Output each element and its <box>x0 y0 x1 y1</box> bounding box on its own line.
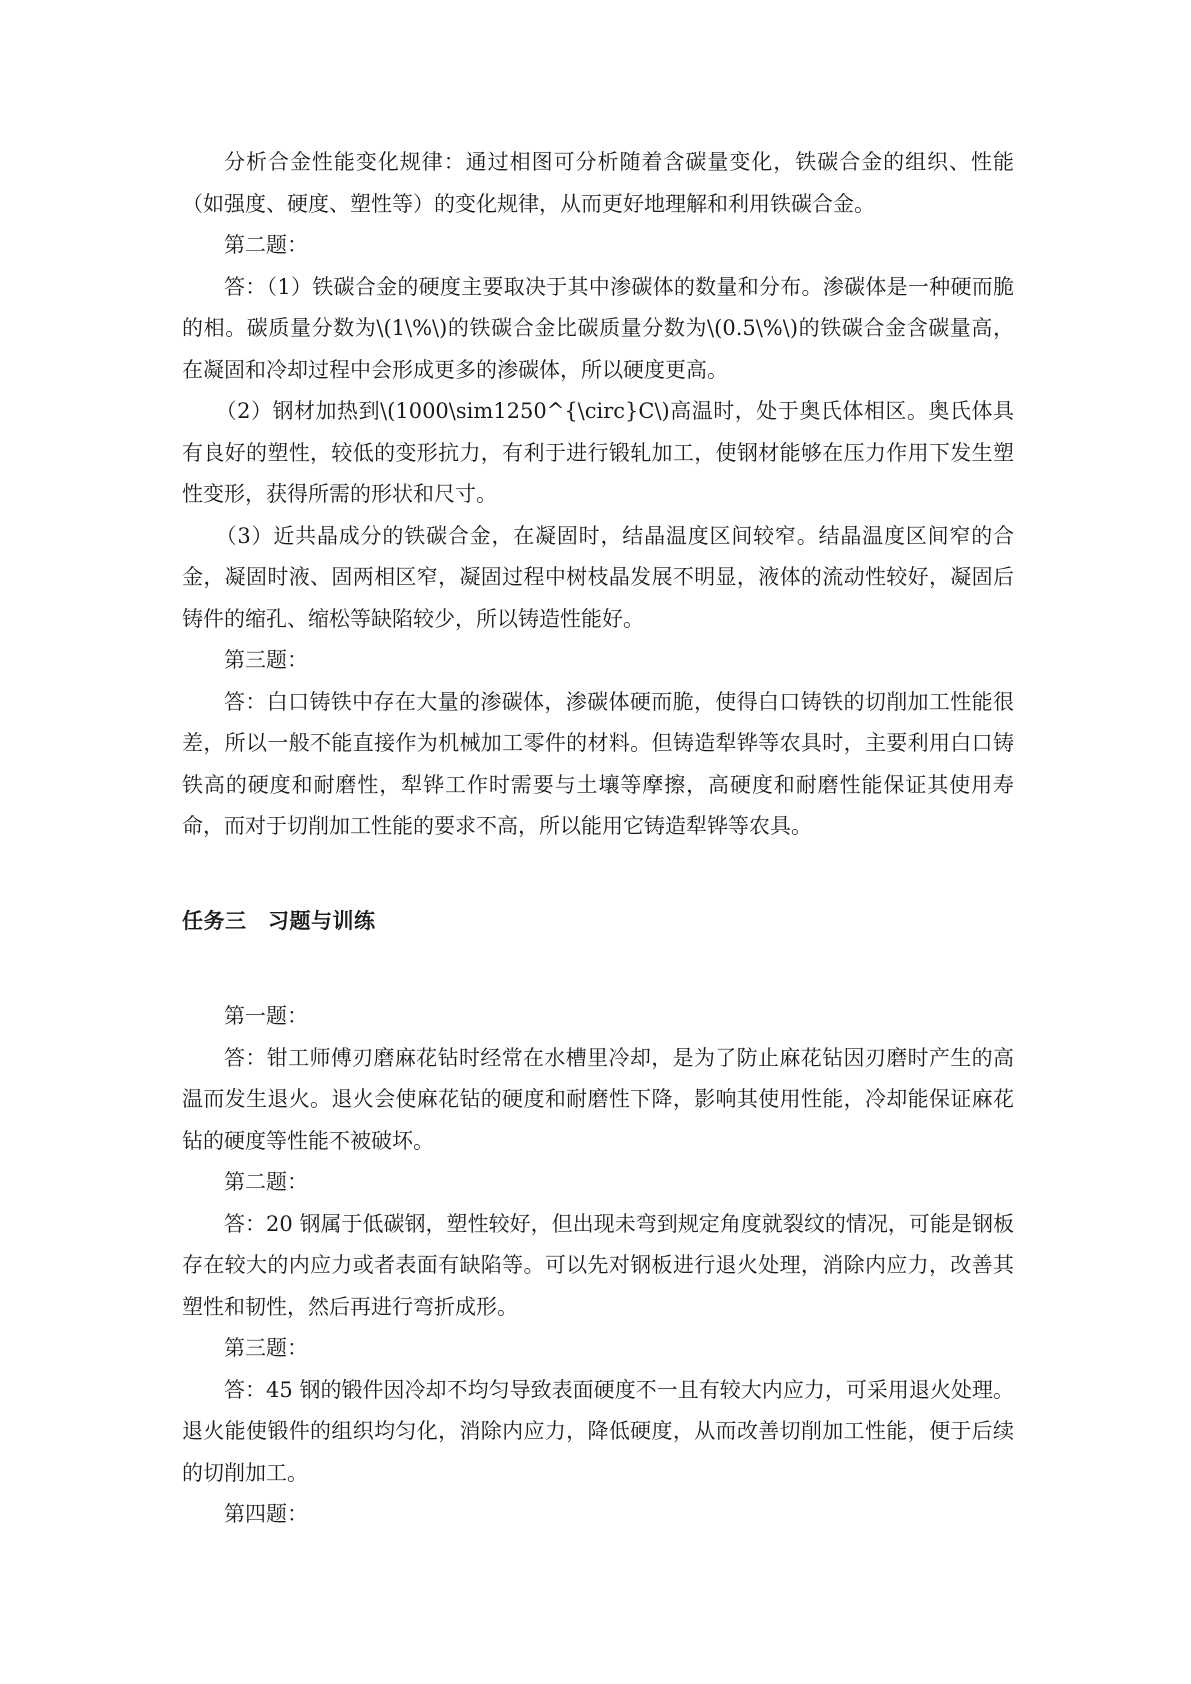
question-2-answer-part-2: （2）钢材加热到\(1000\sim1250^{\circ}C\)高温时，处于奥氏体相区。奥氏体具有良好的塑性，较低的变形抗力，有利于进行锻轧加工，使钢材能够在压力作用下发生塑性变形，获得所需的形状和尺寸。 <box>182 399 1014 506</box>
task3-question-2-label: 第二题： <box>224 1170 308 1194</box>
question-3-label: 第三题： <box>224 648 308 672</box>
task3-question-4-label: 第四题： <box>224 1502 308 1526</box>
section-title: 任务三 习题与训练 <box>182 908 376 933</box>
task3-question-1-answer: 答：钳工师傅刃磨麻花钻时经常在水槽里冷却，是为了防止麻花钻因刃磨时产生的高温而发生退火。退火会使麻花钻的硬度和耐磨性下降，影响其使用性能，冷却能保证麻花钻的硬度等性能不被破坏。 <box>182 1045 1014 1153</box>
task3-question-1-label: 第一题： <box>224 1004 308 1028</box>
question-2-answer-part-3: （3）近共晶成分的铁碳合金，在凝固时，结晶温度区间较窄。结晶温度区间窄的合金，凝固时液、固两相区窄，凝固过程中树枝晶发展不明显，液体的流动性较好，凝固后铸件的缩孔、缩松等缺陷较少，所以铸造性能好。 <box>182 523 1014 631</box>
question-2-answer-part-1: 答：（1）铁碳合金的硬度主要取决于其中渗碳体的数量和分布。渗碳体是一种硬而脆的相。碳质量分数为\(1\%\)的铁碳合金比碳质量分数为\(0.5\%\)的铁碳合金含碳量高，在凝固和冷却过程中会形成更多的渗碳体，所以硬度更高。 <box>182 274 1014 382</box>
paragraph-intro: 分析合金性能变化规律：通过相图可分析随着含碳量变化，铁碳合金的组织、性能（如强度、硬度、塑性等）的变化规律，从而更好地理解和利用铁碳合金。 <box>182 150 1014 216</box>
question-2-label: 第二题： <box>224 233 308 257</box>
question-3-answer: 答：白口铸铁中存在大量的渗碳体，渗碳体硬而脆，使得白口铸铁的切削加工性能很差，所以一般不能直接作为机械加工零件的材料。但铸造犁铧等农具时，主要利用白口铸铁高的硬度和耐磨性，犁铧工作时需要与土壤等摩擦，高硬度和耐磨性能保证其使用寿命，而对于切削加工性能的要求不高，所以能用它铸造犁铧等农具。 <box>182 689 1014 838</box>
task3-question-3-label: 第三题： <box>224 1336 308 1360</box>
task3-question-2-answer: 答：20 钢属于低碳钢，塑性较好，但出现未弯到规定角度就裂纹的情况，可能是钢板存在较大的内应力或者表面有缺陷等。可以先对钢板进行退火处理，消除内应力，改善其塑性和韧性，然后再进行弯折成形。 <box>182 1211 1014 1319</box>
task3-question-3-answer: 答：45 钢的锻件因冷却不均匀导致表面硬度不一且有较大内应力，可采用退火处理。退火能使锻件的组织均匀化，消除内应力，降低硬度，从而改善切削加工性能，便于后续的切削加工。 <box>182 1377 1014 1485</box>
document-page <box>182 142 1014 1536</box>
